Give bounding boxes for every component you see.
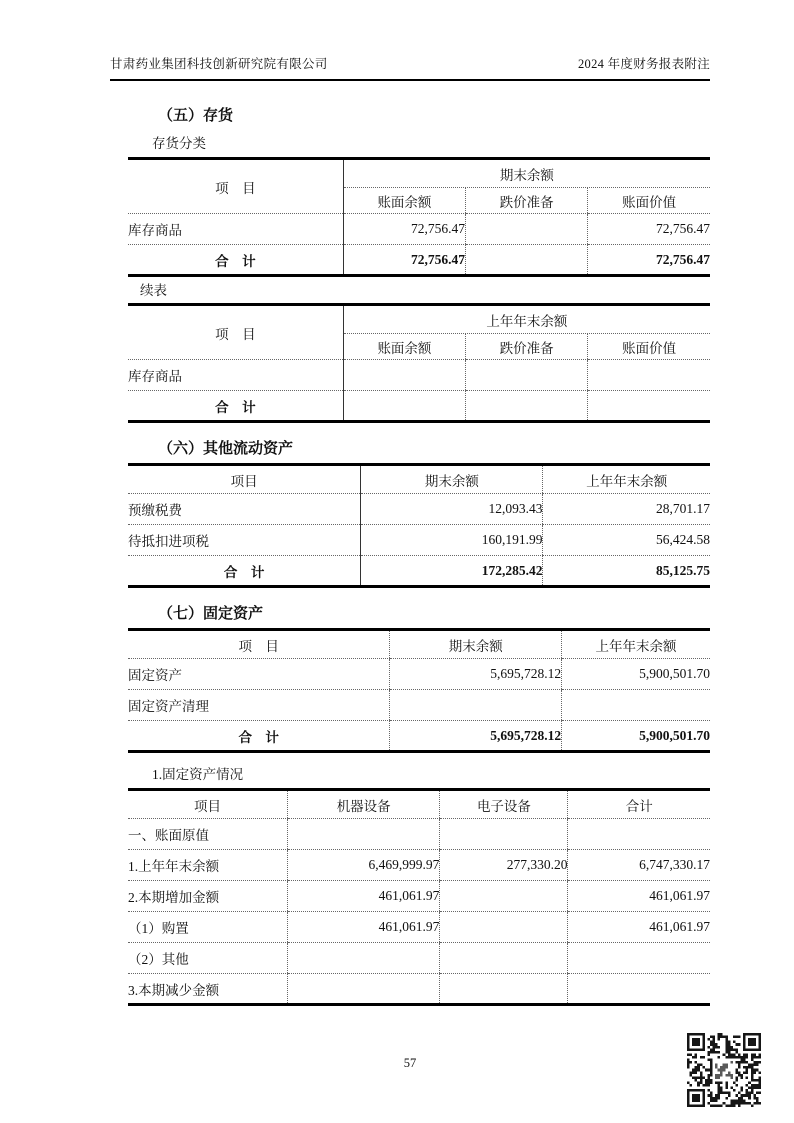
cell-value: 6,469,999.97 <box>287 850 439 881</box>
running-header <box>110 54 710 81</box>
cell-value: 5,900,501.70 <box>562 721 710 752</box>
cell-value <box>440 912 568 943</box>
cell-value: 72,756.47 <box>343 245 465 276</box>
column-header: 电子设备 <box>440 790 568 819</box>
cell-value: 160,191.99 <box>361 525 543 556</box>
cell-value <box>466 391 588 422</box>
column-header: 跌价准备 <box>466 334 588 360</box>
section-title-fixed-assets: （七）固定资产 <box>158 606 264 622</box>
table-total-row <box>128 721 710 752</box>
cell-value: 72,756.47 <box>588 245 710 276</box>
cell-value: 72,756.47 <box>588 214 710 245</box>
table-row <box>128 943 710 974</box>
qr-code <box>687 1033 761 1107</box>
cell-item: 库存商品 <box>128 214 343 245</box>
cell-item: 固定资产清理 <box>128 690 390 721</box>
column-header: 账面余额 <box>343 188 465 214</box>
cell-item: 库存商品 <box>128 360 343 391</box>
table-row <box>128 819 710 850</box>
company-name: 甘肃药业集团科技创新研究院有限公司 <box>110 57 328 71</box>
column-header: 合计 <box>568 790 710 819</box>
table-total-row <box>128 556 710 587</box>
column-header: 上年年末余额 <box>543 465 710 494</box>
cell-value: 5,695,728.12 <box>390 659 562 690</box>
column-group-header: 上年年末余额 <box>343 305 710 334</box>
column-header-item: 项目 <box>128 790 287 819</box>
cell-value <box>568 943 710 974</box>
cell-value <box>466 245 588 276</box>
cell-value <box>440 881 568 912</box>
cell-value: 85,125.75 <box>543 556 710 587</box>
column-header: 期末余额 <box>361 465 543 494</box>
cell-value <box>440 943 568 974</box>
table-header-row <box>128 159 710 188</box>
inventory-current-table <box>128 157 710 277</box>
cell-item: 2.本期增加金额 <box>128 881 287 912</box>
other-current-assets-table <box>128 463 710 588</box>
cell-value: 277,330.20 <box>440 850 568 881</box>
cell-value <box>343 391 465 422</box>
continued-table-label: 续表 <box>140 283 167 298</box>
cell-item: 1.上年年末余额 <box>128 850 287 881</box>
cell-value <box>588 360 710 391</box>
table-header-row <box>128 790 710 819</box>
cell-value <box>287 819 439 850</box>
cell-value: 6,747,330.17 <box>568 850 710 881</box>
table-row <box>128 214 710 245</box>
column-header: 期末余额 <box>390 630 562 659</box>
column-header: 账面价值 <box>588 188 710 214</box>
section-title-other-current-assets: （六）其他流动资产 <box>158 441 294 457</box>
cell-total-label: 合 计 <box>223 564 265 580</box>
cell-value: 5,695,728.12 <box>390 721 562 752</box>
table-row <box>128 850 710 881</box>
table-row <box>128 525 710 556</box>
cell-value: 461,061.97 <box>568 912 710 943</box>
cell-item: （1）购置 <box>128 912 287 943</box>
table-header-row <box>128 630 710 659</box>
cell-value: 172,285.42 <box>361 556 543 587</box>
cell-value: 28,701.17 <box>543 494 710 525</box>
document-title: 2024 年度财务报表附注 <box>577 57 710 71</box>
table-row <box>128 360 710 391</box>
cell-value <box>588 391 710 422</box>
cell-value: 72,756.47 <box>343 214 465 245</box>
table-row <box>128 974 710 1005</box>
cell-item: （2）其他 <box>128 943 287 974</box>
column-header-item: 项 目 <box>128 159 343 214</box>
column-header: 账面价值 <box>588 334 710 360</box>
table-total-row <box>128 391 710 422</box>
table-row <box>128 912 710 943</box>
section-title-inventory: （五）存货 <box>158 108 234 124</box>
cell-item: 待抵扣进项税 <box>128 525 361 556</box>
cell-value: 461,061.97 <box>287 912 439 943</box>
table-header-row <box>128 465 710 494</box>
cell-item: 一、账面原值 <box>128 819 287 850</box>
inventory-prior-table <box>128 303 710 423</box>
cell-value <box>440 974 568 1005</box>
cell-value: 461,061.97 <box>287 881 439 912</box>
cell-value: 56,424.58 <box>543 525 710 556</box>
table-row <box>128 659 710 690</box>
cell-item: 固定资产 <box>128 659 390 690</box>
column-header: 账面余额 <box>343 334 465 360</box>
column-header-item: 项 目 <box>128 305 343 360</box>
cell-total-label: 合 计 <box>238 729 279 745</box>
cell-total-label: 合 计 <box>215 253 256 269</box>
cell-value <box>287 974 439 1005</box>
table-row <box>128 881 710 912</box>
column-header-item: 项 目 <box>128 630 390 659</box>
cell-item: 预缴税费 <box>128 494 361 525</box>
column-header: 跌价准备 <box>466 188 588 214</box>
cell-value <box>466 214 588 245</box>
fixed-assets-summary-table <box>128 628 710 753</box>
cell-value <box>343 360 465 391</box>
inventory-classification-label: 存货分类 <box>152 136 206 151</box>
cell-value <box>466 360 588 391</box>
column-header: 上年年末余额 <box>562 630 710 659</box>
fixed-assets-detail-table <box>128 788 710 1006</box>
cell-value <box>390 690 562 721</box>
cell-total-label: 合 计 <box>215 399 256 415</box>
page-number: 57 <box>403 1056 417 1070</box>
cell-item: 3.本期减少金额 <box>128 982 220 998</box>
table-total-row <box>128 245 710 276</box>
table-row <box>128 494 710 525</box>
fixed-assets-detail-label: 1.固定资产情况 <box>152 767 244 782</box>
table-header-row <box>128 305 710 334</box>
cell-value <box>287 943 439 974</box>
cell-value <box>568 974 710 1005</box>
cell-value <box>568 819 710 850</box>
cell-value: 461,061.97 <box>568 881 710 912</box>
table-row <box>128 690 710 721</box>
column-group-header: 期末余额 <box>343 159 710 188</box>
cell-value: 12,093.43 <box>361 494 543 525</box>
cell-value <box>562 690 710 721</box>
cell-value <box>440 819 568 850</box>
column-header-item: 项目 <box>128 465 361 494</box>
cell-value: 5,900,501.70 <box>562 659 710 690</box>
column-header: 机器设备 <box>287 790 439 819</box>
